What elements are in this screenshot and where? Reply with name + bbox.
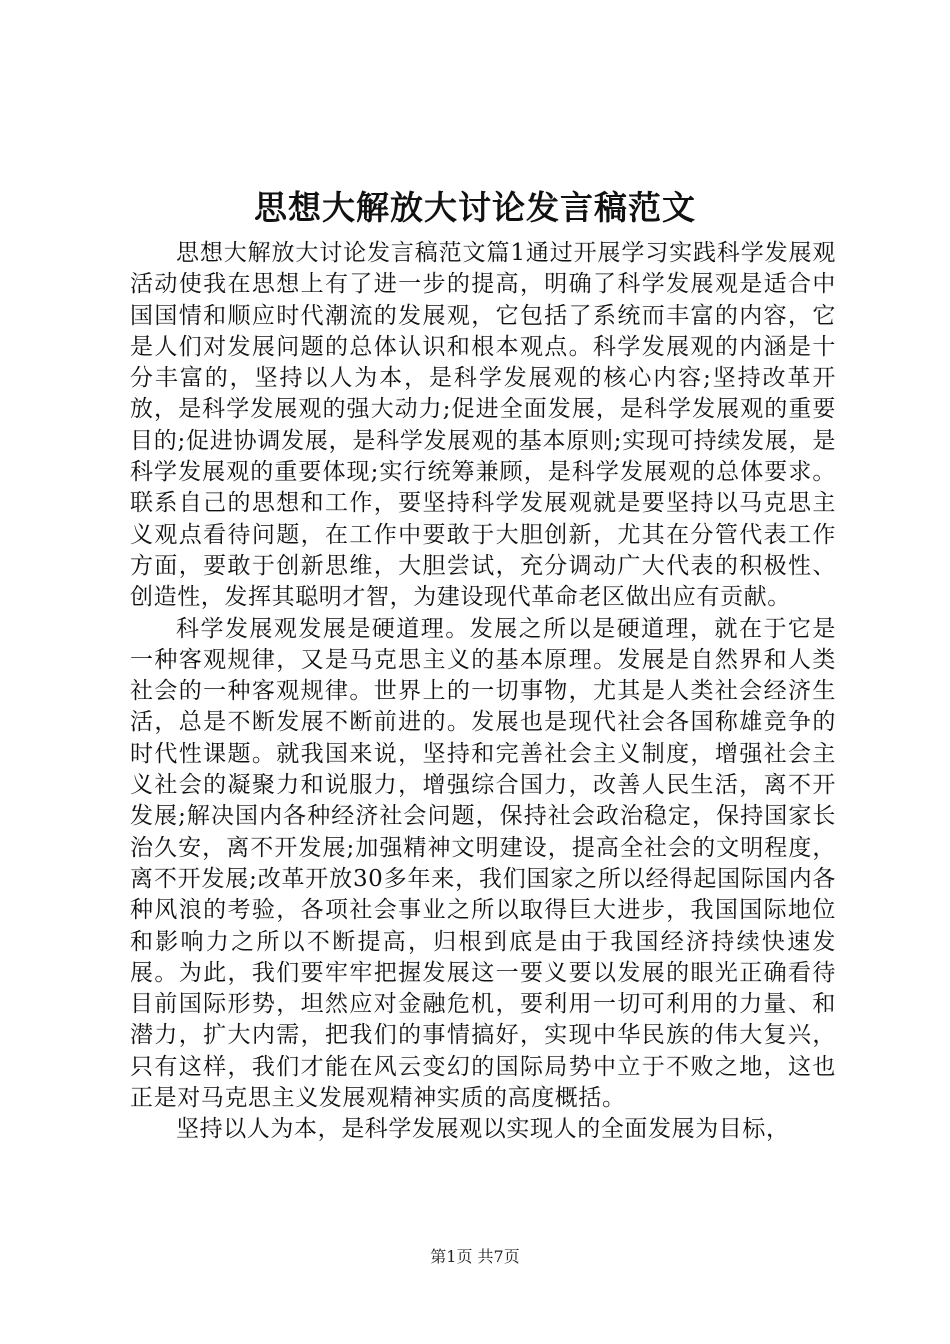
paragraph-2: 科学发展观发展是硬道理。发展之所以是硬道理，就在于它是一种客观规律，又是马克思主义的基本原理。发展是自然界和人类社会的一种客观规律。世界上的一切事物，尤其是人类社会经济生活，总是不断发展不断前进的。发展也是现代社会各国称雄竞争的时代性课题。就我国来说，坚持和完善社会主义制度，增强社会主义社会的凝聚力和说服力，增强综合国力，改善人民生活，离不开发展;解决国内各种经济社会问题，保持社会政治稳定，保持国家长治久安，离不开发展;加强精神文明建设，提高全社会的文明程度，离不开发展;改革开放30多年来，我们国家之所以经得起国际国内各种风浪的考验，各项社会事业之所以取得巨大进步，我国国际地位和影响力之所以不断提高，归根到底是由于我国经济持续快速发展。为此，我们要牢牢把握发展这一要义要以发展的眼光正确看待目前国际形势，坦然应对金融危机，要利用一切可利用的力量、和潜力，扩大内需，把我们的事情搞好，实现中华民族的伟大复兴，只有这样，我们才能在风云变幻的国际局势中立于不败之地，这也正是对马克思主义发展观精神实质的高度概括。 bbox=[130, 615, 836, 1112]
document-title: 思想大解放大讨论发言稿范文 bbox=[254, 188, 696, 227]
document-body bbox=[130, 238, 836, 1146]
paragraph-3: 坚持以人为本，是科学发展观以实现人的全面发展为目标， bbox=[176, 1116, 790, 1143]
paragraph-1: 思想大解放大讨论发言稿范文篇1通过开展学习实践科学发展观活动使我在思想上有了进一步的提高，明确了科学发展观是适合中国国情和顺应时代潮流的发展观，它包括了系统而丰富的内容，它是人们对发展问题的总体认识和根本观点。科学发展观的内涵是十分丰富的，坚持以人为本，是科学发展观的核心内容;坚持改革开放，是科学发展观的强大动力;促进全面发展，是科学发展观的重要目的;促进协调发展，是科学发展观的基本原则;实现可持续发展，是科学发展观的重要体现;实行统筹兼顾，是科学发展观的总体要求。联系自己的思想和工作，要坚持科学发展观就是要坚持以马克思主义观点看待问题，在工作中要敢于大胆创新，尤其在分管代表工作方面，要敢于创新思维，大胆尝试，充分调动广大代表的积极性、创造性，发挥其聪明才智，为建设现代革命老区做出应有贡献。 bbox=[130, 240, 836, 611]
page-number-footer: 第1页 共7页 bbox=[430, 1247, 520, 1266]
